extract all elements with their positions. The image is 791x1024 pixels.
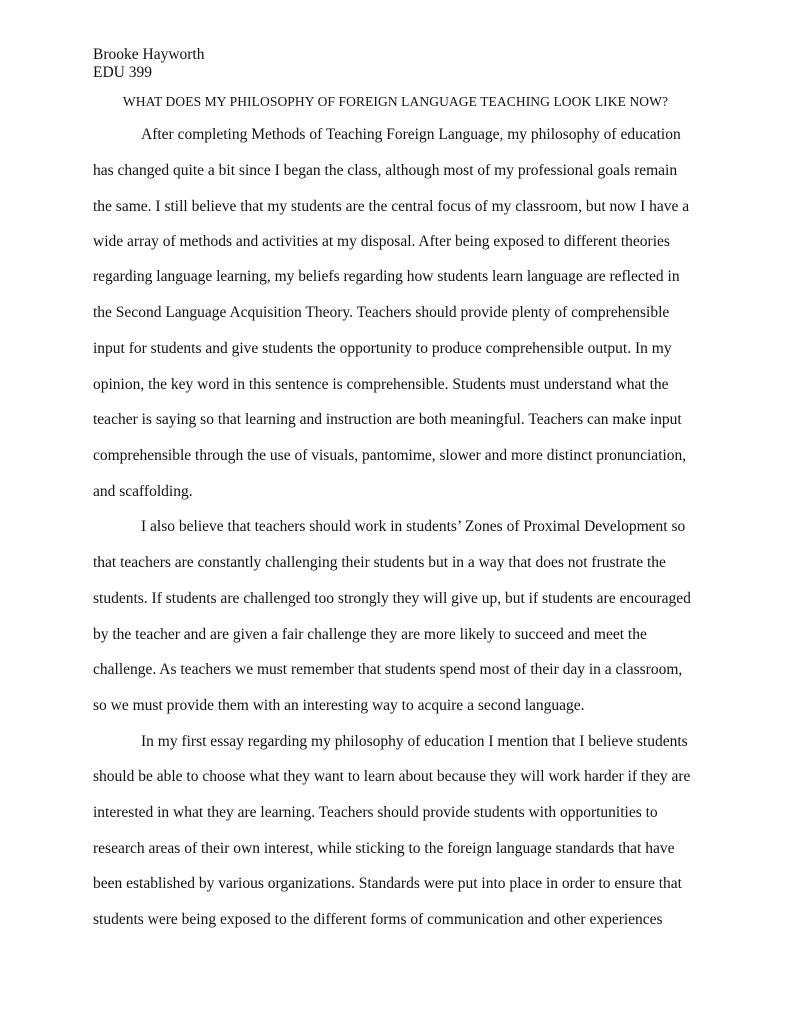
paragraph-line: research areas of their own interest, while sticking to the foreign language standards that have [93, 840, 675, 857]
course-code: EDU 399 [93, 64, 152, 81]
paragraph-line: I also believe that teachers should work in students’ Zones of Proximal Development so [141, 518, 686, 535]
paragraph-line: that teachers are constantly challenging their students but in a way that does not frustrate the [93, 554, 666, 571]
paragraph-line: teacher is saying so that learning and instruction are both meaningful. Teachers can make input [93, 411, 682, 428]
paragraph-line: so we must provide them with an interesting way to acquire a second language. [93, 697, 585, 714]
paragraph-line: by the teacher and are given a fair challenge they are more likely to succeed and meet the [93, 626, 647, 643]
essay-title: WHAT DOES MY PHILOSOPHY OF FOREIGN LANGUAGE TEACHING LOOK LIKE NOW? [122, 94, 669, 109]
paragraph-line: input for students and give students the opportunity to produce comprehensible output. In my [93, 340, 672, 357]
paragraph-line: been established by various organizations. Standards were put into place in order to ensure that [93, 875, 682, 892]
author-name: Brooke Hayworth [93, 46, 205, 63]
paragraph-line: the same. I still believe that my students are the central focus of my classroom, but now I have a [93, 198, 690, 215]
paragraph-line: In my first essay regarding my philosophy of education I mention that I believe students [141, 733, 688, 750]
paragraph-line: regarding language learning, my beliefs regarding how students learn language are reflected in [93, 268, 680, 285]
paragraph-line: the Second Language Acquisition Theory. Teachers should provide plenty of comprehensible [93, 304, 670, 321]
paragraph-line: students. If students are challenged too strongly they will give up, but if students are encouraged [93, 590, 691, 607]
paragraph-line: challenge. As teachers we must remember that students spend most of their day in a classroom, [93, 661, 683, 678]
paragraph-line: should be able to choose what they want to learn about because they will work harder if they are [93, 768, 691, 785]
paragraph-line: After completing Methods of Teaching Foreign Language, my philosophy of education [141, 126, 681, 143]
paragraph-line: interested in what they are learning. Teachers should provide students with opportunities to [93, 804, 658, 821]
paragraph-line: wide array of methods and activities at my disposal. After being exposed to different theories [93, 233, 670, 250]
paragraph-line: students were being exposed to the different forms of communication and other experiences [93, 911, 663, 928]
paragraph-line: opinion, the key word in this sentence is comprehensible. Students must understand what the [93, 376, 669, 393]
paragraph-line: comprehensible through the use of visuals, pantomime, slower and more distinct pronunciation, [93, 447, 687, 464]
paragraph-line: has changed quite a bit since I began the class, although most of my professional goals remain [93, 162, 678, 179]
paragraph-line: and scaffolding. [93, 483, 193, 500]
